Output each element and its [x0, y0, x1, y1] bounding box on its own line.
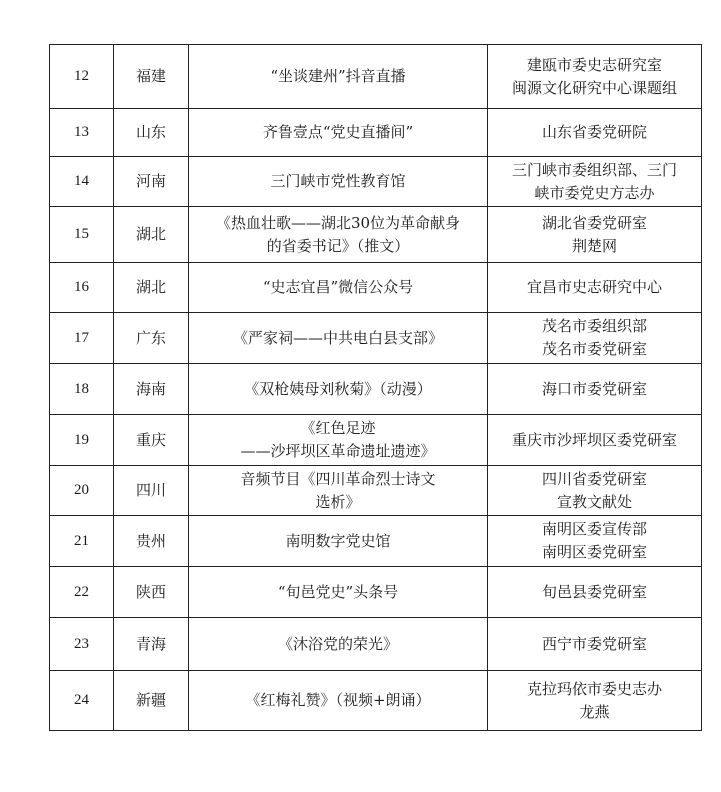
table-body: [50, 45, 702, 731]
province-cell: 贵州: [114, 516, 189, 567]
submitting-unit-line: 山东省委党研院: [541, 123, 647, 141]
submitting-unit-cell: [488, 157, 702, 207]
submitting-unit-cell: [488, 364, 702, 415]
province-cell: 河南: [114, 157, 189, 207]
submitting-unit-cell: [488, 313, 702, 364]
province-cell: 山东: [114, 109, 189, 157]
submitting-unit-cell: [488, 516, 702, 567]
table-row: [50, 671, 702, 731]
province-cell: 湖北: [114, 263, 189, 313]
submitting-unit-line: 西宁市委党研室: [541, 634, 647, 653]
submitting-unit-line: 闽源文化研究中心课题组: [511, 78, 677, 97]
submitting-unit-line: 建瓯市委史志研究室: [526, 55, 662, 74]
work-title-line: “史志宜昌”微信公众号: [262, 278, 414, 296]
row-number-cell: 24: [50, 671, 114, 731]
work-title-line: 音频节目《四川革命烈士诗文: [240, 469, 436, 488]
row-number-cell: 17: [50, 313, 114, 364]
table-row: [50, 263, 702, 313]
work-title-cell: [189, 671, 488, 731]
province-cell: 广东: [114, 313, 189, 364]
table-row: [50, 157, 702, 207]
table-row: [50, 45, 702, 109]
row-number-cell: 22: [50, 567, 114, 618]
submitting-unit-line: 峡市委党史方志办: [534, 183, 655, 202]
submitting-unit-cell: [488, 567, 702, 618]
work-title-cell: [189, 466, 488, 516]
submitting-unit-line: 重庆市沙坪坝区委党研室: [511, 430, 677, 449]
work-title-line: 《红色足迹: [300, 419, 376, 437]
row-number-cell: 16: [50, 263, 114, 313]
table-row: [50, 415, 702, 466]
submitting-unit-line: 龙燕: [579, 702, 610, 721]
work-title-cell: [189, 109, 488, 157]
submitting-unit-line: 四川省委党研室: [541, 469, 647, 488]
work-title-line: “旬邑党史”头条号: [277, 582, 399, 601]
row-number-cell: 13: [50, 109, 114, 157]
submitting-unit-line: 湖北省委党研室: [541, 213, 647, 232]
row-number-cell: 21: [50, 516, 114, 567]
submitting-unit-line: 荆楚网: [571, 236, 617, 255]
province-cell: 新疆: [114, 671, 189, 731]
work-title-line: 齐鲁壹点“党史直播间”: [262, 123, 414, 141]
submitting-unit-line: 茂名市委党研室: [541, 340, 647, 358]
work-title-cell: [189, 364, 488, 415]
submitting-unit-line: 南明区委宣传部: [541, 520, 647, 538]
work-title-cell: [189, 618, 488, 671]
table-row: [50, 567, 702, 618]
province-cell: 重庆: [114, 415, 189, 466]
table-row: [50, 207, 702, 263]
work-title-cell: [189, 516, 488, 567]
submitting-unit-cell: [488, 466, 702, 516]
work-title-cell: [189, 263, 488, 313]
submitting-unit-line: 宣教文献处: [556, 492, 632, 511]
submitting-unit-line: 宜昌市史志研究中心: [526, 278, 662, 296]
province-cell: 海南: [114, 364, 189, 415]
submitting-unit-cell: [488, 263, 702, 313]
submitting-unit-cell: [488, 207, 702, 263]
work-title-line: 三门峡市党性教育馆: [270, 172, 406, 190]
work-title-cell: [189, 567, 488, 618]
row-number-cell: 12: [50, 45, 114, 109]
work-title-cell: [189, 415, 488, 466]
submitting-unit-line: 克拉玛依市委史志办: [526, 679, 662, 698]
award-list-table: [49, 44, 702, 731]
table-row: [50, 364, 702, 415]
work-title-line: 《热血壮歌——湖北30位为革命献身: [215, 213, 461, 232]
submitting-unit-line: 旬邑县委党研室: [541, 582, 647, 601]
province-cell: 福建: [114, 45, 189, 109]
work-title-cell: [189, 157, 488, 207]
province-cell: 陕西: [114, 567, 189, 618]
submitting-unit-line: 南明区委党研室: [541, 543, 647, 561]
work-title-line: 南明数字党史馆: [285, 531, 391, 550]
province-cell: 青海: [114, 618, 189, 671]
province-cell: 湖北: [114, 207, 189, 263]
submitting-unit-cell: [488, 618, 702, 671]
table-row: [50, 313, 702, 364]
work-title-line: ——沙坪坝区革命遗址遗迹》: [240, 442, 436, 460]
work-title-line: “坐谈建州”抖音直播: [270, 67, 406, 85]
row-number-cell: 23: [50, 618, 114, 671]
submitting-unit-cell: [488, 415, 702, 466]
work-title-line: 选析》: [315, 492, 361, 511]
submitting-unit-cell: [488, 671, 702, 731]
submitting-unit-cell: [488, 45, 702, 109]
row-number-cell: 20: [50, 466, 114, 516]
work-title-line: 的省委书记》（推文）: [266, 236, 410, 255]
row-number-cell: 15: [50, 207, 114, 263]
work-title-cell: [189, 313, 488, 364]
submitting-unit-line: 三门峡市委组织部、三门: [511, 160, 677, 179]
table-row: [50, 516, 702, 567]
table-row: [50, 466, 702, 516]
work-title-line: 《双枪姨母刘秋菊》（动漫）: [244, 379, 432, 398]
work-title-line: 《沐浴党的荣光》: [277, 634, 398, 653]
submitting-unit-line: 茂名市委组织部: [541, 317, 647, 335]
table-row: [50, 109, 702, 157]
work-title-line: 《红梅礼赞》（视频+朗诵）: [245, 691, 431, 709]
work-title-cell: [189, 45, 488, 109]
work-title-line: 《严家祠——中共电白县支部》: [232, 328, 443, 347]
province-cell: 四川: [114, 466, 189, 516]
row-number-cell: 14: [50, 157, 114, 207]
table-row: [50, 618, 702, 671]
submitting-unit-cell: [488, 109, 702, 157]
submitting-unit-line: 海口市委党研室: [541, 379, 647, 398]
work-title-cell: [189, 207, 488, 263]
row-number-cell: 19: [50, 415, 114, 466]
row-number-cell: 18: [50, 364, 114, 415]
